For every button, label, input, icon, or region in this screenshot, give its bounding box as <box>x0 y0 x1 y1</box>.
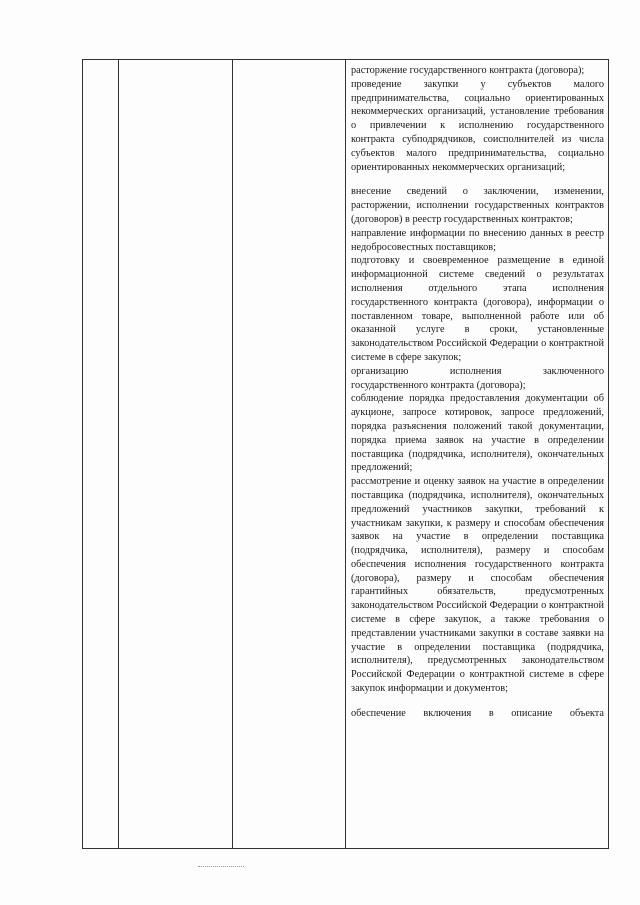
table-row <box>83 60 609 849</box>
paragraph-gap <box>351 696 604 707</box>
paragraph: расторжение государственного контракта (договора); <box>351 65 585 76</box>
paragraph: внесение сведений о заключении, изменении, расторжении, исполнении государственных контрактов (договоров) в реестр государственных контрактов; <box>351 186 604 225</box>
paragraph-gap <box>351 174 604 185</box>
table-cell-official <box>233 60 346 849</box>
paragraph: обеспечение включения в описание объекта <box>351 707 604 719</box>
table-cell-name <box>119 60 233 849</box>
scan-mark <box>198 866 244 867</box>
paragraph: проведение закупки у субъектов малого предпринимательства, социально ориентированных некоммерческих организаций, установление требования о привлечении к исполнению государственного контракта субподрядчиков, соисполнителей из числа субъектов малого предпринимательства, социально ориентированных некоммерческих организаций; <box>351 78 604 173</box>
paragraph: подготовку и своевременное размещение в единой информационной системе сведений о результатах исполнения отдельного этапа исполнения государственного контракта (договора), информации о поставленном товаре, выполненной работе или об оказанной услуге в сроки, установленные законодательством Российской Федерации о контрактной системе в сфере закупок; <box>351 255 604 363</box>
paragraph: организацию исполнения заключенного государственного контракта (договора); <box>351 365 604 391</box>
paragraph: соблюдение порядка предоставления документации об аукционе, запросе котировок, запросе предложений, порядка разъяснения положений такой документации, порядка приема заявок на участие в определении поставщика (подрядчика, исполнителя), окончательных предложений; <box>351 393 604 474</box>
cell-text-block <box>346 60 608 721</box>
paragraph: направление информации по внесению данных в реестр недобросовестных поставщиков; <box>351 227 604 253</box>
table-cell-content <box>346 60 609 849</box>
table-cell-number <box>83 60 119 849</box>
paragraph: рассмотрение и оценку заявок на участие в определении поставщика (подрядчика, исполнителя), окончательных предложений участников закупки, требований к участникам закупки, к размеру и способам обеспечения заявок на участие в определении поставщика (подрядчика, исполнителя), размеру и способам обеспечения исполнения государственного контракта (договора), размеру и способам обеспечения гарантийных обязательств, предусмотренных законодательством Российской Федерации о контрактной системе в сфере закупок, а также требования о представлении участниками закупки в составе заявки на участие в определении поставщика (подрядчика, исполнителя), предусмотренных законодательством Российской Федерации о контрактной системе в сфере закупок информации и документов; <box>351 476 604 695</box>
document-table <box>82 59 609 849</box>
